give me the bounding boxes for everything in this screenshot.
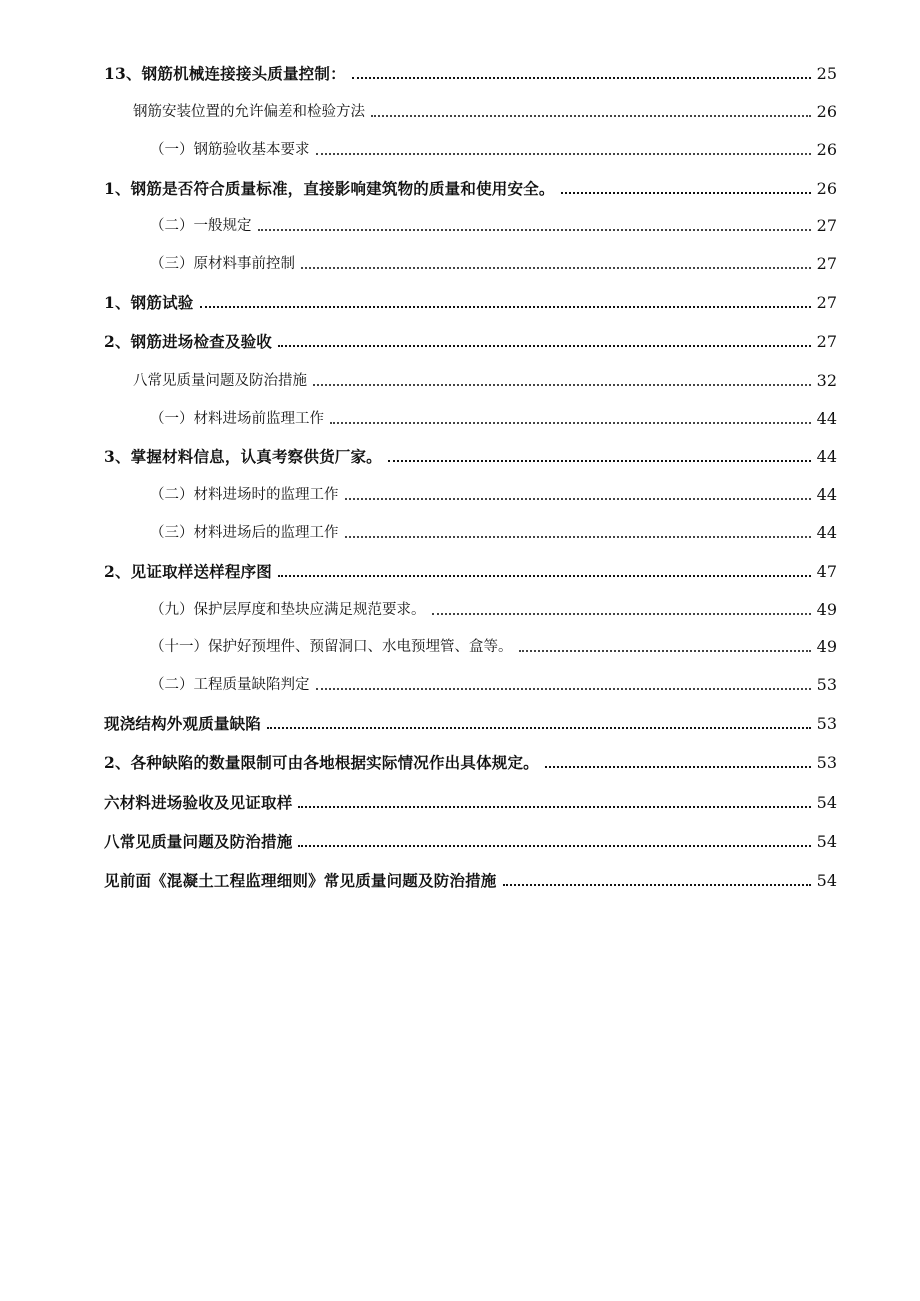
toc-page-number: 44 bbox=[816, 523, 837, 542]
toc-page-number: 54 bbox=[816, 832, 837, 851]
toc-page-number: 44 bbox=[816, 447, 837, 466]
toc-entry[interactable] bbox=[0, 557, 920, 583]
toc-entry-title: 1、钢筋试验 bbox=[104, 293, 194, 312]
toc-entry-title: 八常见质量问题及防治措施 bbox=[104, 832, 293, 851]
toc-entry[interactable] bbox=[0, 249, 920, 275]
toc-entry-title: 1、钢筋是否符合质量标准，直接影响建筑物的质量和使用安全。 bbox=[104, 179, 555, 198]
toc-line bbox=[104, 557, 837, 583]
toc-entry[interactable] bbox=[0, 135, 920, 161]
dot-leader bbox=[371, 115, 811, 117]
toc-line bbox=[150, 670, 837, 696]
toc-entry-title: （一）材料进场前监理工作 bbox=[150, 411, 324, 427]
toc-entry-title: 2、见证取样送样程序图 bbox=[104, 562, 272, 581]
toc-page-number: 27 bbox=[816, 216, 837, 235]
toc-entry-title: 见前面《混凝土工程监理细则》常见质量问题及防治措施 bbox=[104, 871, 497, 890]
toc-entry-title: 八常见质量问题及防治措施 bbox=[133, 373, 307, 389]
dot-leader bbox=[345, 498, 811, 500]
toc-line bbox=[104, 748, 837, 774]
toc-page-number: 32 bbox=[816, 371, 837, 390]
toc-line bbox=[104, 327, 837, 353]
dot-leader bbox=[330, 422, 811, 424]
toc-line bbox=[150, 632, 837, 658]
toc-page-number: 44 bbox=[816, 409, 837, 428]
toc-entry[interactable] bbox=[0, 404, 920, 430]
toc-page-number: 27 bbox=[816, 293, 837, 312]
toc-line bbox=[104, 442, 837, 468]
toc-entry-title: 现浇结构外观质量缺陷 bbox=[104, 714, 262, 733]
dot-leader bbox=[561, 192, 811, 194]
toc-entry[interactable] bbox=[0, 442, 920, 468]
dot-leader bbox=[267, 727, 811, 729]
toc-line bbox=[150, 518, 837, 544]
toc-entry[interactable] bbox=[0, 709, 920, 735]
dot-leader bbox=[519, 650, 811, 652]
dot-leader bbox=[388, 460, 811, 462]
toc-entry-title: （一）钢筋验收基本要求 bbox=[150, 142, 310, 158]
toc-entry[interactable] bbox=[0, 97, 920, 123]
toc-page-number: 54 bbox=[816, 871, 837, 890]
toc-line bbox=[150, 595, 837, 621]
toc-line bbox=[104, 288, 837, 314]
dot-leader bbox=[258, 229, 811, 231]
toc-page-number: 25 bbox=[816, 64, 837, 83]
toc-page-number: 26 bbox=[816, 179, 837, 198]
toc-entry-title: （十一）保护好预埋件、预留洞口、水电预埋管、盒等。 bbox=[150, 639, 513, 655]
dot-leader bbox=[301, 267, 811, 269]
dot-leader bbox=[278, 345, 811, 347]
toc-entry-title: （三）材料进场后的监理工作 bbox=[150, 525, 339, 541]
toc-entry-title: （二）一般规定 bbox=[150, 218, 252, 234]
toc-entry-title: 六材料进场验收及见证取样 bbox=[104, 793, 293, 812]
toc-line bbox=[150, 211, 837, 237]
toc-page-number: 53 bbox=[816, 714, 837, 733]
dot-leader bbox=[345, 536, 811, 538]
toc-line bbox=[104, 827, 837, 853]
toc-line bbox=[104, 709, 837, 735]
toc-page-number: 26 bbox=[816, 140, 837, 159]
toc-entry[interactable] bbox=[0, 748, 920, 774]
toc-line bbox=[104, 788, 837, 814]
dot-leader bbox=[200, 306, 811, 308]
toc-entry[interactable] bbox=[0, 788, 920, 814]
dot-leader bbox=[432, 613, 811, 615]
toc-page-number: 27 bbox=[816, 254, 837, 273]
dot-leader bbox=[278, 575, 811, 577]
toc-entry[interactable] bbox=[0, 595, 920, 621]
toc-entry[interactable] bbox=[0, 327, 920, 353]
toc-entry-title: 13、钢筋机械连接接头质量控制： bbox=[104, 64, 346, 83]
toc-entry[interactable] bbox=[0, 480, 920, 506]
toc-line bbox=[133, 366, 837, 392]
toc-entry[interactable] bbox=[0, 288, 920, 314]
toc-entry[interactable] bbox=[0, 366, 920, 392]
toc-entry-title: （九）保护层厚度和垫块应满足规范要求。 bbox=[150, 602, 426, 618]
toc-page-number: 47 bbox=[816, 562, 837, 581]
toc-line bbox=[150, 135, 837, 161]
toc-page-number: 53 bbox=[816, 753, 837, 772]
dot-leader bbox=[313, 384, 811, 386]
toc-entry-title: 钢筋安装位置的允许偏差和检验方法 bbox=[133, 104, 365, 120]
toc-entry-title: 2、钢筋进场检查及验收 bbox=[104, 332, 272, 351]
toc-line bbox=[150, 404, 837, 430]
toc-line bbox=[150, 249, 837, 275]
toc-entry-title: （二）材料进场时的监理工作 bbox=[150, 487, 339, 503]
dot-leader bbox=[503, 884, 811, 886]
dot-leader bbox=[298, 806, 810, 808]
toc-page-number: 49 bbox=[816, 637, 837, 656]
toc-entry[interactable] bbox=[0, 59, 920, 85]
toc-entry[interactable] bbox=[0, 827, 920, 853]
toc-page-number: 26 bbox=[816, 102, 837, 121]
toc-line bbox=[133, 97, 837, 123]
toc-entry[interactable] bbox=[0, 211, 920, 237]
dot-leader bbox=[298, 845, 810, 847]
toc-line bbox=[150, 480, 837, 506]
dot-leader bbox=[316, 688, 811, 690]
dot-leader bbox=[545, 766, 811, 768]
toc-page-number: 44 bbox=[816, 485, 837, 504]
toc-line bbox=[104, 174, 837, 200]
dot-leader bbox=[316, 153, 811, 155]
toc-entry[interactable] bbox=[0, 866, 920, 892]
toc-entry[interactable] bbox=[0, 670, 920, 696]
toc-entry-title: （三）原材料事前控制 bbox=[150, 256, 295, 272]
toc-entry[interactable] bbox=[0, 518, 920, 544]
toc-entry-title: （二）工程质量缺陷判定 bbox=[150, 677, 310, 693]
toc-entry[interactable] bbox=[0, 632, 920, 658]
toc-entry-title: 3、掌握材料信息，认真考察供货厂家。 bbox=[104, 447, 382, 466]
dot-leader bbox=[352, 77, 811, 79]
toc-page-number: 54 bbox=[816, 793, 837, 812]
toc-page-number: 27 bbox=[816, 332, 837, 351]
toc-entry[interactable] bbox=[0, 174, 920, 200]
toc-page-number: 49 bbox=[816, 600, 837, 619]
toc-page-number: 53 bbox=[816, 675, 837, 694]
toc-line bbox=[104, 866, 837, 892]
toc-line bbox=[104, 59, 837, 85]
toc-entry-title: 2、各种缺陷的数量限制可由各地根据实际情况作出具体规定。 bbox=[104, 753, 539, 772]
